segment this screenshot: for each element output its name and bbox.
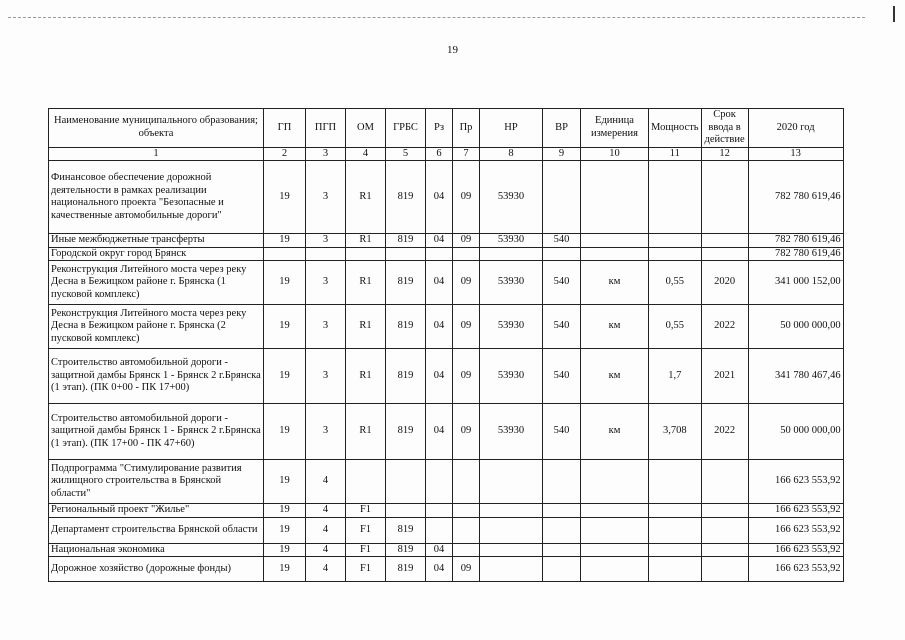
cell-nr	[480, 543, 543, 557]
cell-vr: 540	[543, 234, 581, 248]
cell-grbs: 819	[386, 557, 426, 582]
table-row	[49, 557, 844, 582]
cell-nr: 53930	[480, 261, 543, 305]
table-header-row	[49, 109, 844, 148]
cell-unit	[581, 504, 649, 518]
cell-vr	[543, 460, 581, 504]
cell-unit	[581, 543, 649, 557]
cell-grbs: 819	[386, 517, 426, 543]
cell-pr: 09	[453, 349, 480, 404]
cell-vr	[543, 557, 581, 582]
cell-amount: 50 000 000,00	[748, 305, 843, 349]
cell-gp: 19	[264, 557, 306, 582]
col-number: 6	[426, 147, 453, 161]
cell-gp: 19	[264, 305, 306, 349]
cell-amount: 782 780 619,46	[748, 247, 843, 261]
cell-term: 2020	[701, 261, 748, 305]
cell-power	[649, 543, 702, 557]
col-number: 5	[386, 147, 426, 161]
cell-pr	[453, 517, 480, 543]
cell-pr: 09	[453, 234, 480, 248]
column-numbers-row	[49, 147, 844, 161]
cell-name: Финансовое обеспечение дорожной деятельности в рамках реализации национального проекта "Безопасные и качественные автомобильные дороги"	[49, 161, 264, 234]
scan-top-line	[8, 17, 865, 18]
cell-unit	[581, 234, 649, 248]
table-row	[49, 305, 844, 349]
cell-power	[649, 504, 702, 518]
table-row	[49, 161, 844, 234]
scan-edge-mark	[893, 6, 895, 22]
col-number: 3	[306, 147, 346, 161]
cell-om: F1	[346, 504, 386, 518]
cell-rz	[426, 517, 453, 543]
header-year: 2020 год	[748, 109, 843, 148]
cell-grbs	[386, 504, 426, 518]
cell-vr	[543, 543, 581, 557]
cell-gp: 19	[264, 234, 306, 248]
cell-unit: км	[581, 404, 649, 460]
table-row	[49, 247, 844, 261]
cell-grbs: 819	[386, 349, 426, 404]
col-number: 12	[701, 147, 748, 161]
cell-term	[701, 460, 748, 504]
cell-amount: 341 780 467,46	[748, 349, 843, 404]
col-number: 2	[264, 147, 306, 161]
col-number: 11	[649, 147, 702, 161]
header-name: Наименование муниципального образования; объекта	[49, 109, 264, 148]
header-nr: НР	[480, 109, 543, 148]
cell-om: F1	[346, 557, 386, 582]
cell-term: 2022	[701, 404, 748, 460]
cell-power	[649, 234, 702, 248]
cell-gp: 19	[264, 161, 306, 234]
cell-vr	[543, 161, 581, 234]
cell-pgp: 4	[306, 517, 346, 543]
cell-pgp: 3	[306, 261, 346, 305]
cell-rz: 04	[426, 234, 453, 248]
cell-name: Строительство автомобильной дороги - защитной дамбы Брянск 1 - Брянск 2 г.Брянска (1 этап). (ПК 17+00 - ПК 47+60)	[49, 404, 264, 460]
header-grbs: ГРБС	[386, 109, 426, 148]
cell-vr	[543, 504, 581, 518]
cell-power: 3,708	[649, 404, 702, 460]
cell-unit: км	[581, 305, 649, 349]
cell-vr: 540	[543, 261, 581, 305]
cell-name: Региональный проект "Жилье"	[49, 504, 264, 518]
table-row	[49, 504, 844, 518]
cell-om	[346, 247, 386, 261]
cell-term	[701, 247, 748, 261]
col-number: 7	[453, 147, 480, 161]
cell-rz: 04	[426, 161, 453, 234]
cell-amount: 782 780 619,46	[748, 161, 843, 234]
col-number: 4	[346, 147, 386, 161]
cell-rz: 04	[426, 404, 453, 460]
cell-name: Реконструкция Литейного моста через реку Десна в Бежицком районе г. Брянска (2 пусковой комплекс)	[49, 305, 264, 349]
cell-om	[346, 460, 386, 504]
cell-rz: 04	[426, 349, 453, 404]
cell-power: 0,55	[649, 261, 702, 305]
cell-om: R1	[346, 404, 386, 460]
cell-power: 0,55	[649, 305, 702, 349]
cell-om: F1	[346, 517, 386, 543]
cell-gp: 19	[264, 261, 306, 305]
cell-nr	[480, 557, 543, 582]
cell-amount: 166 623 553,92	[748, 504, 843, 518]
cell-pr	[453, 460, 480, 504]
budget-table	[48, 108, 844, 582]
cell-name: Строительство автомобильной дороги - защитной дамбы Брянск 1 - Брянск 2 г.Брянска (1 этап). (ПК 0+00 - ПК 17+00)	[49, 349, 264, 404]
header-om: ОМ	[346, 109, 386, 148]
cell-gp: 19	[264, 517, 306, 543]
cell-term	[701, 557, 748, 582]
cell-unit	[581, 557, 649, 582]
cell-power	[649, 517, 702, 543]
cell-gp: 19	[264, 543, 306, 557]
cell-grbs: 819	[386, 305, 426, 349]
cell-unit: км	[581, 261, 649, 305]
cell-gp: 19	[264, 504, 306, 518]
page-number: 19	[447, 44, 458, 56]
header-pgp: ПГП	[306, 109, 346, 148]
cell-pgp: 4	[306, 504, 346, 518]
cell-name: Департамент строительства Брянской области	[49, 517, 264, 543]
cell-om: R1	[346, 261, 386, 305]
cell-vr: 540	[543, 349, 581, 404]
cell-rz	[426, 504, 453, 518]
cell-pgp: 3	[306, 349, 346, 404]
cell-pgp: 4	[306, 557, 346, 582]
cell-pr	[453, 504, 480, 518]
cell-term	[701, 504, 748, 518]
cell-pgp: 3	[306, 404, 346, 460]
header-power: Мощность	[649, 109, 702, 148]
table-row	[49, 460, 844, 504]
cell-pr	[453, 247, 480, 261]
cell-om: R1	[346, 234, 386, 248]
header-pr: Пр	[453, 109, 480, 148]
header-unit: Единица измерения	[581, 109, 649, 148]
table-row	[49, 517, 844, 543]
cell-term	[701, 161, 748, 234]
cell-power	[649, 460, 702, 504]
col-number: 13	[748, 147, 843, 161]
header-term: Срок ввода в действие	[701, 109, 748, 148]
cell-om: F1	[346, 543, 386, 557]
cell-gp: 19	[264, 349, 306, 404]
cell-nr	[480, 517, 543, 543]
cell-pgp	[306, 247, 346, 261]
cell-grbs: 819	[386, 234, 426, 248]
cell-grbs: 819	[386, 404, 426, 460]
cell-nr	[480, 247, 543, 261]
cell-unit: км	[581, 349, 649, 404]
cell-amount: 166 623 553,92	[748, 543, 843, 557]
cell-gp: 19	[264, 460, 306, 504]
cell-grbs: 819	[386, 161, 426, 234]
cell-grbs	[386, 460, 426, 504]
cell-vr	[543, 517, 581, 543]
cell-rz: 04	[426, 557, 453, 582]
cell-name: Реконструкция Литейного моста через реку Десна в Бежицком районе г. Брянска (1 пусковой комплекс)	[49, 261, 264, 305]
cell-pr: 09	[453, 305, 480, 349]
cell-nr	[480, 460, 543, 504]
cell-nr	[480, 504, 543, 518]
col-number: 1	[49, 147, 264, 161]
cell-pr	[453, 543, 480, 557]
cell-power	[649, 161, 702, 234]
cell-name: Национальная экономика	[49, 543, 264, 557]
cell-rz: 04	[426, 543, 453, 557]
cell-nr: 53930	[480, 349, 543, 404]
table-row	[49, 349, 844, 404]
cell-term	[701, 543, 748, 557]
cell-pgp: 4	[306, 543, 346, 557]
table-row	[49, 404, 844, 460]
cell-term	[701, 517, 748, 543]
cell-term: 2022	[701, 305, 748, 349]
cell-amount: 341 000 152,00	[748, 261, 843, 305]
cell-pgp: 3	[306, 161, 346, 234]
cell-om: R1	[346, 305, 386, 349]
cell-amount: 166 623 553,92	[748, 557, 843, 582]
cell-name: Городской округ город Брянск	[49, 247, 264, 261]
cell-grbs: 819	[386, 261, 426, 305]
cell-amount: 166 623 553,92	[748, 517, 843, 543]
cell-pr: 09	[453, 557, 480, 582]
cell-pr: 09	[453, 161, 480, 234]
col-number: 10	[581, 147, 649, 161]
cell-rz	[426, 247, 453, 261]
cell-rz	[426, 460, 453, 504]
cell-unit	[581, 247, 649, 261]
cell-name: Иные межбюджетные трансферты	[49, 234, 264, 248]
cell-unit	[581, 517, 649, 543]
cell-vr: 540	[543, 305, 581, 349]
cell-term: 2021	[701, 349, 748, 404]
header-gp: ГП	[264, 109, 306, 148]
table-row	[49, 234, 844, 248]
cell-pgp: 4	[306, 460, 346, 504]
cell-amount: 782 780 619,46	[748, 234, 843, 248]
cell-nr: 53930	[480, 161, 543, 234]
cell-rz: 04	[426, 261, 453, 305]
cell-name: Подпрограмма "Стимулирование развития жилищного строительства в Брянской области"	[49, 460, 264, 504]
cell-nr: 53930	[480, 305, 543, 349]
col-number: 8	[480, 147, 543, 161]
cell-unit	[581, 161, 649, 234]
cell-gp	[264, 247, 306, 261]
cell-term	[701, 234, 748, 248]
header-rz: Рз	[426, 109, 453, 148]
cell-power: 1,7	[649, 349, 702, 404]
cell-power	[649, 247, 702, 261]
cell-name: Дорожное хозяйство (дорожные фонды)	[49, 557, 264, 582]
table-row	[49, 543, 844, 557]
cell-gp: 19	[264, 404, 306, 460]
cell-vr: 540	[543, 404, 581, 460]
table-row	[49, 261, 844, 305]
cell-pgp: 3	[306, 234, 346, 248]
cell-grbs: 819	[386, 543, 426, 557]
cell-unit	[581, 460, 649, 504]
cell-nr: 53930	[480, 404, 543, 460]
cell-rz: 04	[426, 305, 453, 349]
cell-amount: 50 000 000,00	[748, 404, 843, 460]
cell-grbs	[386, 247, 426, 261]
cell-pgp: 3	[306, 305, 346, 349]
cell-om: R1	[346, 161, 386, 234]
cell-power	[649, 557, 702, 582]
cell-vr	[543, 247, 581, 261]
cell-om: R1	[346, 349, 386, 404]
col-number: 9	[543, 147, 581, 161]
cell-pr: 09	[453, 261, 480, 305]
cell-nr: 53930	[480, 234, 543, 248]
cell-amount: 166 623 553,92	[748, 460, 843, 504]
header-vr: ВР	[543, 109, 581, 148]
cell-pr: 09	[453, 404, 480, 460]
